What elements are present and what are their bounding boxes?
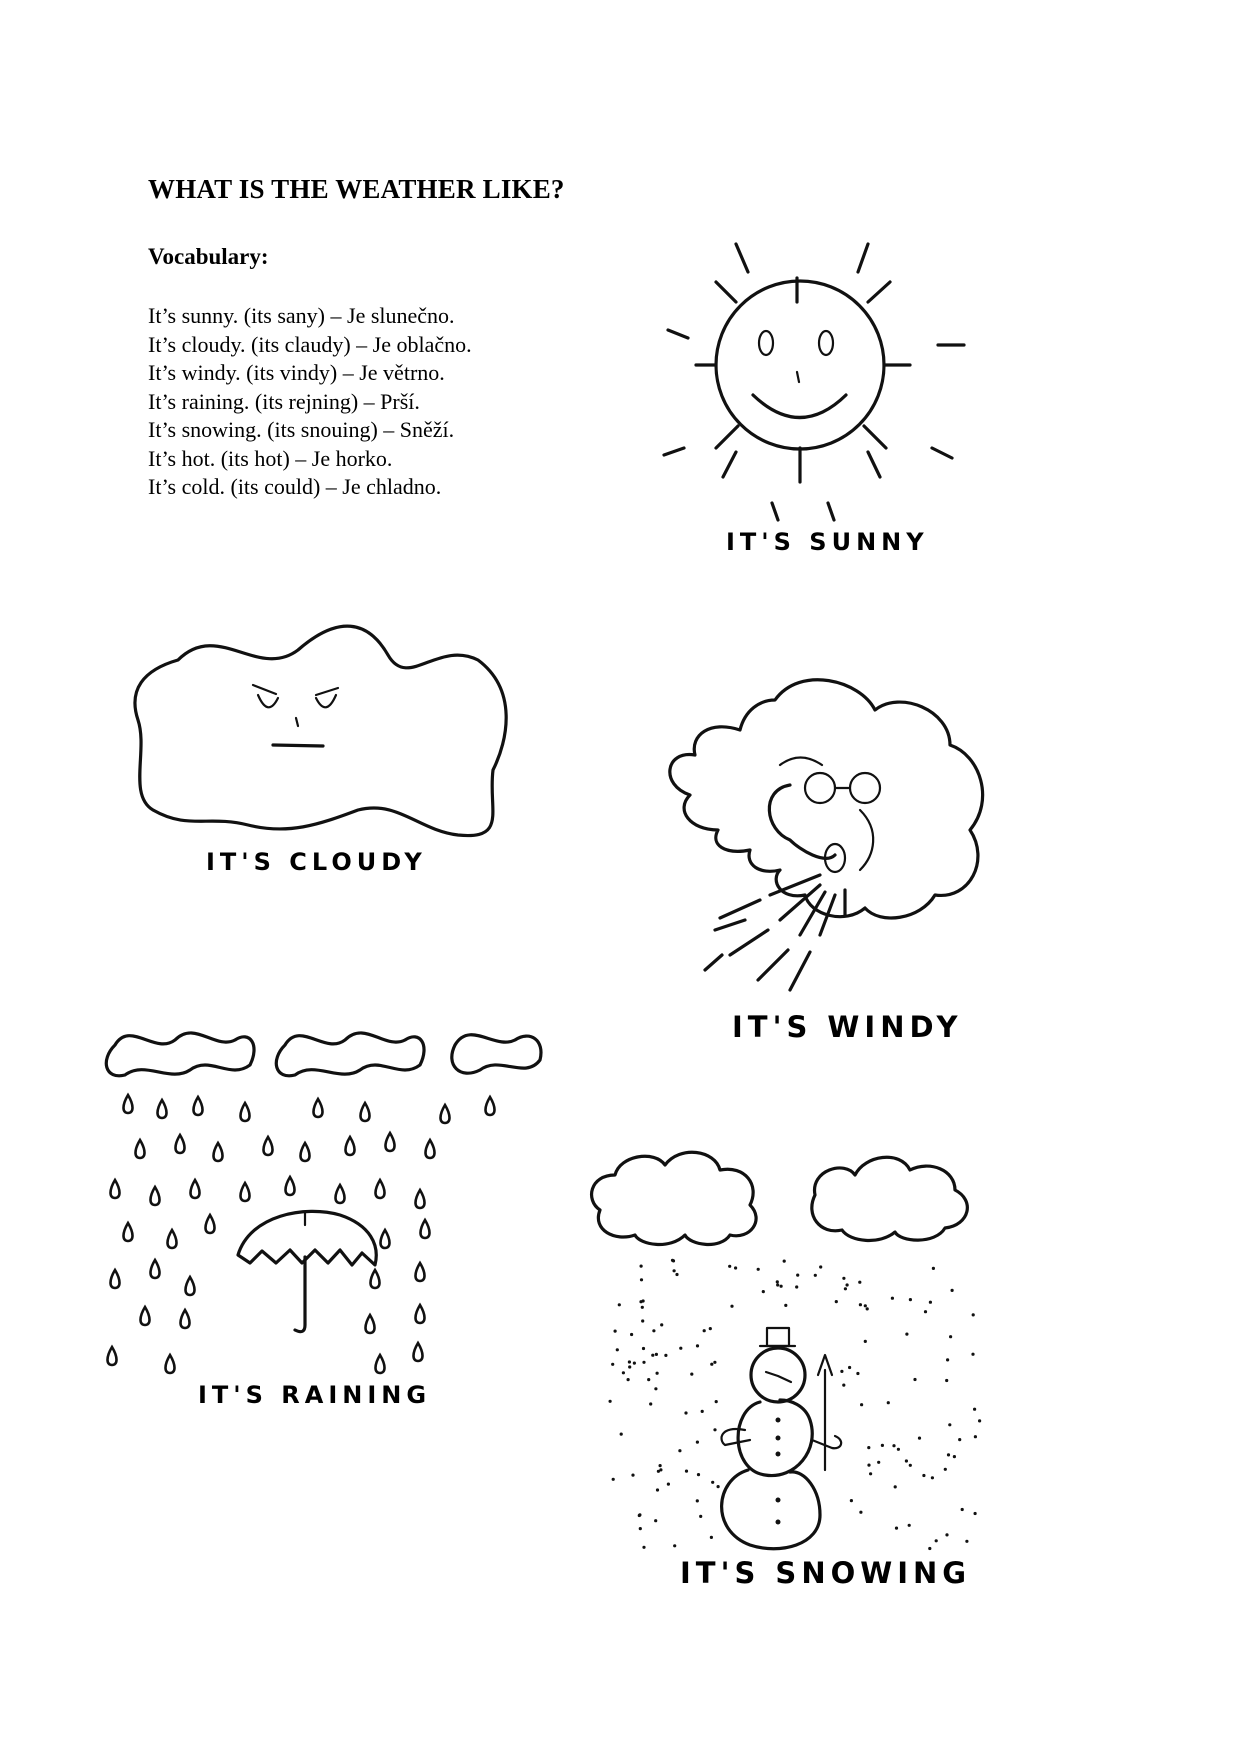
raining-caption: IT'S RAINING <box>198 1381 432 1409</box>
raindrop-icon <box>441 1105 450 1123</box>
snowflake-dot <box>946 1358 949 1361</box>
snowflake-dot <box>894 1485 897 1488</box>
snowflake-dot <box>908 1524 911 1527</box>
snowflake-dot <box>654 1387 657 1390</box>
frowning-cloud-icon <box>118 600 538 890</box>
snowflake-dot <box>654 1519 657 1522</box>
sunny-picture <box>568 220 1078 580</box>
snowflake-dot <box>690 1373 693 1376</box>
raindrop-icon <box>241 1103 250 1121</box>
snowflake-dot <box>924 1310 927 1313</box>
raindrop-icon <box>111 1180 120 1198</box>
snowflake-dot <box>877 1461 880 1464</box>
raindrop-icon <box>181 1310 190 1328</box>
snowflake-dot <box>620 1433 623 1436</box>
snowflake-dot <box>631 1474 634 1477</box>
snowflake-dot <box>638 1514 641 1517</box>
vocabulary-item: It’s cloudy. (its claudy) – Je oblačno. <box>148 331 472 357</box>
snowflake-dot <box>953 1455 956 1458</box>
snowflake-dot <box>819 1265 822 1268</box>
snowflake-dot <box>675 1273 678 1276</box>
snowflake-dot <box>647 1378 650 1381</box>
snowflake-dot <box>696 1499 699 1502</box>
raindrop-icon <box>241 1183 250 1201</box>
raindrop-icon <box>346 1137 355 1155</box>
raindrop-icon <box>108 1347 117 1365</box>
raindrop-icon <box>416 1263 425 1281</box>
sunny-caption: IT'S SUNNY <box>726 528 929 556</box>
snowflake-dot <box>945 1379 948 1382</box>
snowflake-dot <box>867 1446 870 1449</box>
snowflake-dot <box>734 1266 737 1269</box>
raindrop-icon <box>336 1185 345 1203</box>
raindrop-icon <box>301 1143 310 1161</box>
smiling-sun-icon <box>568 220 1078 580</box>
vocabulary-heading: Vocabulary: <box>148 244 269 269</box>
snowflake-dot <box>972 1313 975 1316</box>
snowflake-dot <box>684 1411 687 1414</box>
snowflake-dot <box>762 1290 765 1293</box>
snowflake-dot <box>696 1344 699 1347</box>
raindrop-icon <box>158 1100 167 1118</box>
snowflake-dot <box>656 1372 659 1375</box>
snowflake-dot <box>696 1441 699 1444</box>
snowflake-dot <box>678 1449 681 1452</box>
snowflake-dot <box>795 1285 798 1288</box>
snowflake-dot <box>614 1330 617 1333</box>
snowflake-dot <box>713 1361 716 1364</box>
snowflake-dot <box>672 1259 675 1262</box>
snowflake-dot <box>709 1327 712 1330</box>
raindrop-icon <box>376 1355 385 1373</box>
raindrop-icon <box>386 1133 395 1151</box>
snowflake-dot <box>892 1444 895 1447</box>
raindrop-icon <box>381 1230 390 1248</box>
snowflake-dot <box>859 1511 862 1514</box>
snowflake-dot <box>897 1448 900 1451</box>
snowman-icon <box>580 1150 1050 1600</box>
snowflake-dot <box>641 1319 644 1322</box>
snowflake-dot <box>918 1437 921 1440</box>
windy-caption: IT'S WINDY <box>732 1010 963 1044</box>
raindrop-icon <box>191 1180 200 1198</box>
raindrop-icon <box>151 1260 160 1278</box>
raindrop-icon <box>168 1230 177 1248</box>
snowflake-dot <box>844 1287 847 1290</box>
snowflake-dot <box>814 1274 817 1277</box>
vocabulary-item: It’s cold. (its could) – Je chladno. <box>148 474 442 499</box>
snowflake-dot <box>673 1269 676 1272</box>
snowflake-dot <box>866 1307 869 1310</box>
snowflake-dot <box>630 1333 633 1336</box>
raindrop-icon <box>264 1137 273 1155</box>
snowflake-dot <box>699 1515 702 1518</box>
snowflake-dot <box>974 1435 977 1438</box>
raindrop-icon <box>366 1315 375 1333</box>
snowflake-dot <box>609 1400 612 1403</box>
raindrop-icon <box>206 1215 215 1233</box>
snowflake-dot <box>659 1468 662 1471</box>
raindrop-icon <box>371 1270 380 1288</box>
raindrop-icon <box>214 1143 223 1161</box>
snowflake-dot <box>913 1378 916 1381</box>
snowflake-dot <box>935 1539 938 1542</box>
snowflake-dot <box>932 1267 935 1270</box>
snowflake-dot <box>628 1360 631 1363</box>
snowflake-dot <box>949 1335 952 1338</box>
vocabulary-item: It’s snowing. (its snouing) – Sněží. <box>148 417 455 442</box>
snowflake-dot <box>685 1470 688 1473</box>
snowflake-dot <box>642 1361 645 1364</box>
snowflake-dot <box>947 1453 950 1456</box>
vocabulary-item: It’s hot. (its hot) – Je horko. <box>148 445 393 471</box>
snowflake-dot <box>664 1354 667 1357</box>
snowflake-dot <box>842 1384 845 1387</box>
snowflake-dot <box>713 1428 716 1431</box>
snowflake-dot <box>642 1546 645 1549</box>
snowflake-dot <box>965 1540 968 1543</box>
snowflake-dot <box>780 1285 783 1288</box>
snowflake-dot <box>633 1362 636 1365</box>
vocabulary-item: It’s raining. (its rejning) – Prší. <box>148 388 420 414</box>
snowflake-dot <box>701 1410 704 1413</box>
snowflake-dot <box>961 1508 964 1511</box>
snowflake-dot <box>931 1476 934 1479</box>
snowflake-dot <box>640 1278 643 1281</box>
snowflake-dot <box>642 1347 645 1350</box>
snowflake-dot <box>835 1300 838 1303</box>
snowflake-dot <box>929 1301 932 1304</box>
raindrop-icon <box>486 1097 495 1115</box>
raindrop-icon <box>286 1177 295 1195</box>
snowflake-dot <box>639 1527 642 1530</box>
raindrop-icon <box>314 1099 323 1117</box>
snowflake-dot <box>958 1438 961 1441</box>
snowflake-dot <box>944 1468 947 1471</box>
snowflake-dot <box>784 1304 787 1307</box>
cloudy-caption: IT'S CLOUDY <box>206 848 427 876</box>
raindrop-icon <box>361 1103 370 1121</box>
raindrop-icon <box>124 1223 133 1241</box>
raindrop-icon <box>111 1270 120 1288</box>
snowflake-dot <box>697 1473 700 1476</box>
raindrop-icon <box>141 1307 150 1325</box>
snowflake-dot <box>627 1378 630 1381</box>
vocabulary-item: It’s sunny. (its sany) – Je slunečno. <box>148 303 455 328</box>
snowflake-dot <box>948 1423 951 1426</box>
snowing-picture <box>580 1150 1050 1600</box>
snowflake-dot <box>717 1485 720 1488</box>
snowflake-dot <box>659 1464 662 1467</box>
snowflake-dot <box>867 1464 870 1467</box>
umbrella-rain-icon <box>100 1025 600 1405</box>
snowflake-dot <box>651 1354 654 1357</box>
snowflake-dot <box>891 1297 894 1300</box>
snowflake-dot <box>618 1303 621 1306</box>
snowflake-dot <box>796 1274 799 1277</box>
snowflake-dot <box>757 1268 760 1271</box>
snowflake-dot <box>728 1265 731 1268</box>
raindrop-icon <box>416 1190 425 1208</box>
snowflake-dot <box>848 1366 851 1369</box>
snowflake-dot <box>640 1265 643 1268</box>
snowflake-dot <box>905 1459 908 1462</box>
snowflake-dot <box>641 1306 644 1309</box>
vocabulary-list <box>148 302 472 502</box>
snowflake-dot <box>850 1499 853 1502</box>
snowflake-dot <box>655 1353 658 1356</box>
snowflake-dot <box>710 1363 713 1366</box>
snowflake-dot <box>945 1533 948 1536</box>
windy-picture <box>650 670 1030 1070</box>
worksheet-title: WHAT IS THE WEATHER LIKE? <box>148 174 565 204</box>
snowflake-dot <box>639 1300 642 1303</box>
raindrop-icon <box>421 1220 430 1238</box>
snowflake-dot <box>922 1474 925 1477</box>
snowflake-dot <box>859 1303 862 1306</box>
snowflake-dot <box>649 1402 652 1405</box>
snowflake-dot <box>973 1408 976 1411</box>
raindrop-icon <box>416 1305 425 1323</box>
raindrop-icon <box>176 1135 185 1153</box>
snowflake-dot <box>928 1547 931 1550</box>
snowflake-dot <box>667 1483 670 1486</box>
snowflake-dot <box>864 1304 867 1307</box>
snowflake-dot <box>703 1329 706 1332</box>
raindrop-icon <box>194 1097 203 1115</box>
raindrop-icon <box>124 1095 133 1113</box>
snowflake-dot <box>858 1281 861 1284</box>
snowflake-dot <box>856 1372 859 1375</box>
snowflake-dot <box>881 1444 884 1447</box>
snowflake-dot <box>776 1280 779 1283</box>
snowflake-dot <box>679 1347 682 1350</box>
raindrop-icon <box>166 1355 175 1373</box>
snowflake-dot <box>909 1464 912 1467</box>
snowflake-dot <box>978 1419 981 1422</box>
snowflake-dot <box>846 1283 849 1286</box>
raindrop-icon <box>151 1187 160 1205</box>
snowflake-dot <box>622 1371 625 1374</box>
snowflake-dot <box>887 1401 890 1404</box>
snowflake-dot <box>710 1536 713 1539</box>
snowflake-dot <box>652 1329 655 1332</box>
snowflake-dot <box>869 1472 872 1475</box>
snowflake-dot <box>673 1544 676 1547</box>
cloudy-picture <box>118 600 538 890</box>
snowflake-dot <box>612 1478 615 1481</box>
snowflake-dot <box>715 1400 718 1403</box>
snowflake-dot <box>628 1365 631 1368</box>
snowflake-dot <box>905 1333 908 1336</box>
snowflake-dot <box>909 1298 912 1301</box>
snowflake-dot <box>860 1403 863 1406</box>
snowflake-dot <box>971 1353 974 1356</box>
snowflake-dot <box>951 1289 954 1292</box>
raindrop-icon <box>376 1180 385 1198</box>
snowflake-dot <box>611 1363 614 1366</box>
raining-picture <box>100 1025 600 1409</box>
snowflake-dot <box>616 1348 619 1351</box>
snowflake-dot <box>840 1370 843 1373</box>
raindrop-icon <box>136 1140 145 1158</box>
snowflake-dot <box>776 1283 779 1286</box>
snowflake-dot <box>974 1512 977 1515</box>
snowflake-dot <box>711 1481 714 1484</box>
vocabulary-item: It’s windy. (its vindy) – Je větrno. <box>148 360 445 385</box>
snowflake-dot <box>656 1488 659 1491</box>
snowing-caption: IT'S SNOWING <box>680 1556 972 1590</box>
raindrop-icon <box>426 1140 435 1158</box>
snowflake-dot <box>895 1527 898 1530</box>
snowflake-dot <box>783 1260 786 1263</box>
snowflake-dot <box>864 1340 867 1343</box>
snowflake-dot <box>842 1277 845 1280</box>
snowflake-dot <box>730 1305 733 1308</box>
raindrop-icon <box>186 1277 195 1295</box>
raindrop-icon <box>414 1343 423 1361</box>
snowflake-dot <box>660 1323 663 1326</box>
